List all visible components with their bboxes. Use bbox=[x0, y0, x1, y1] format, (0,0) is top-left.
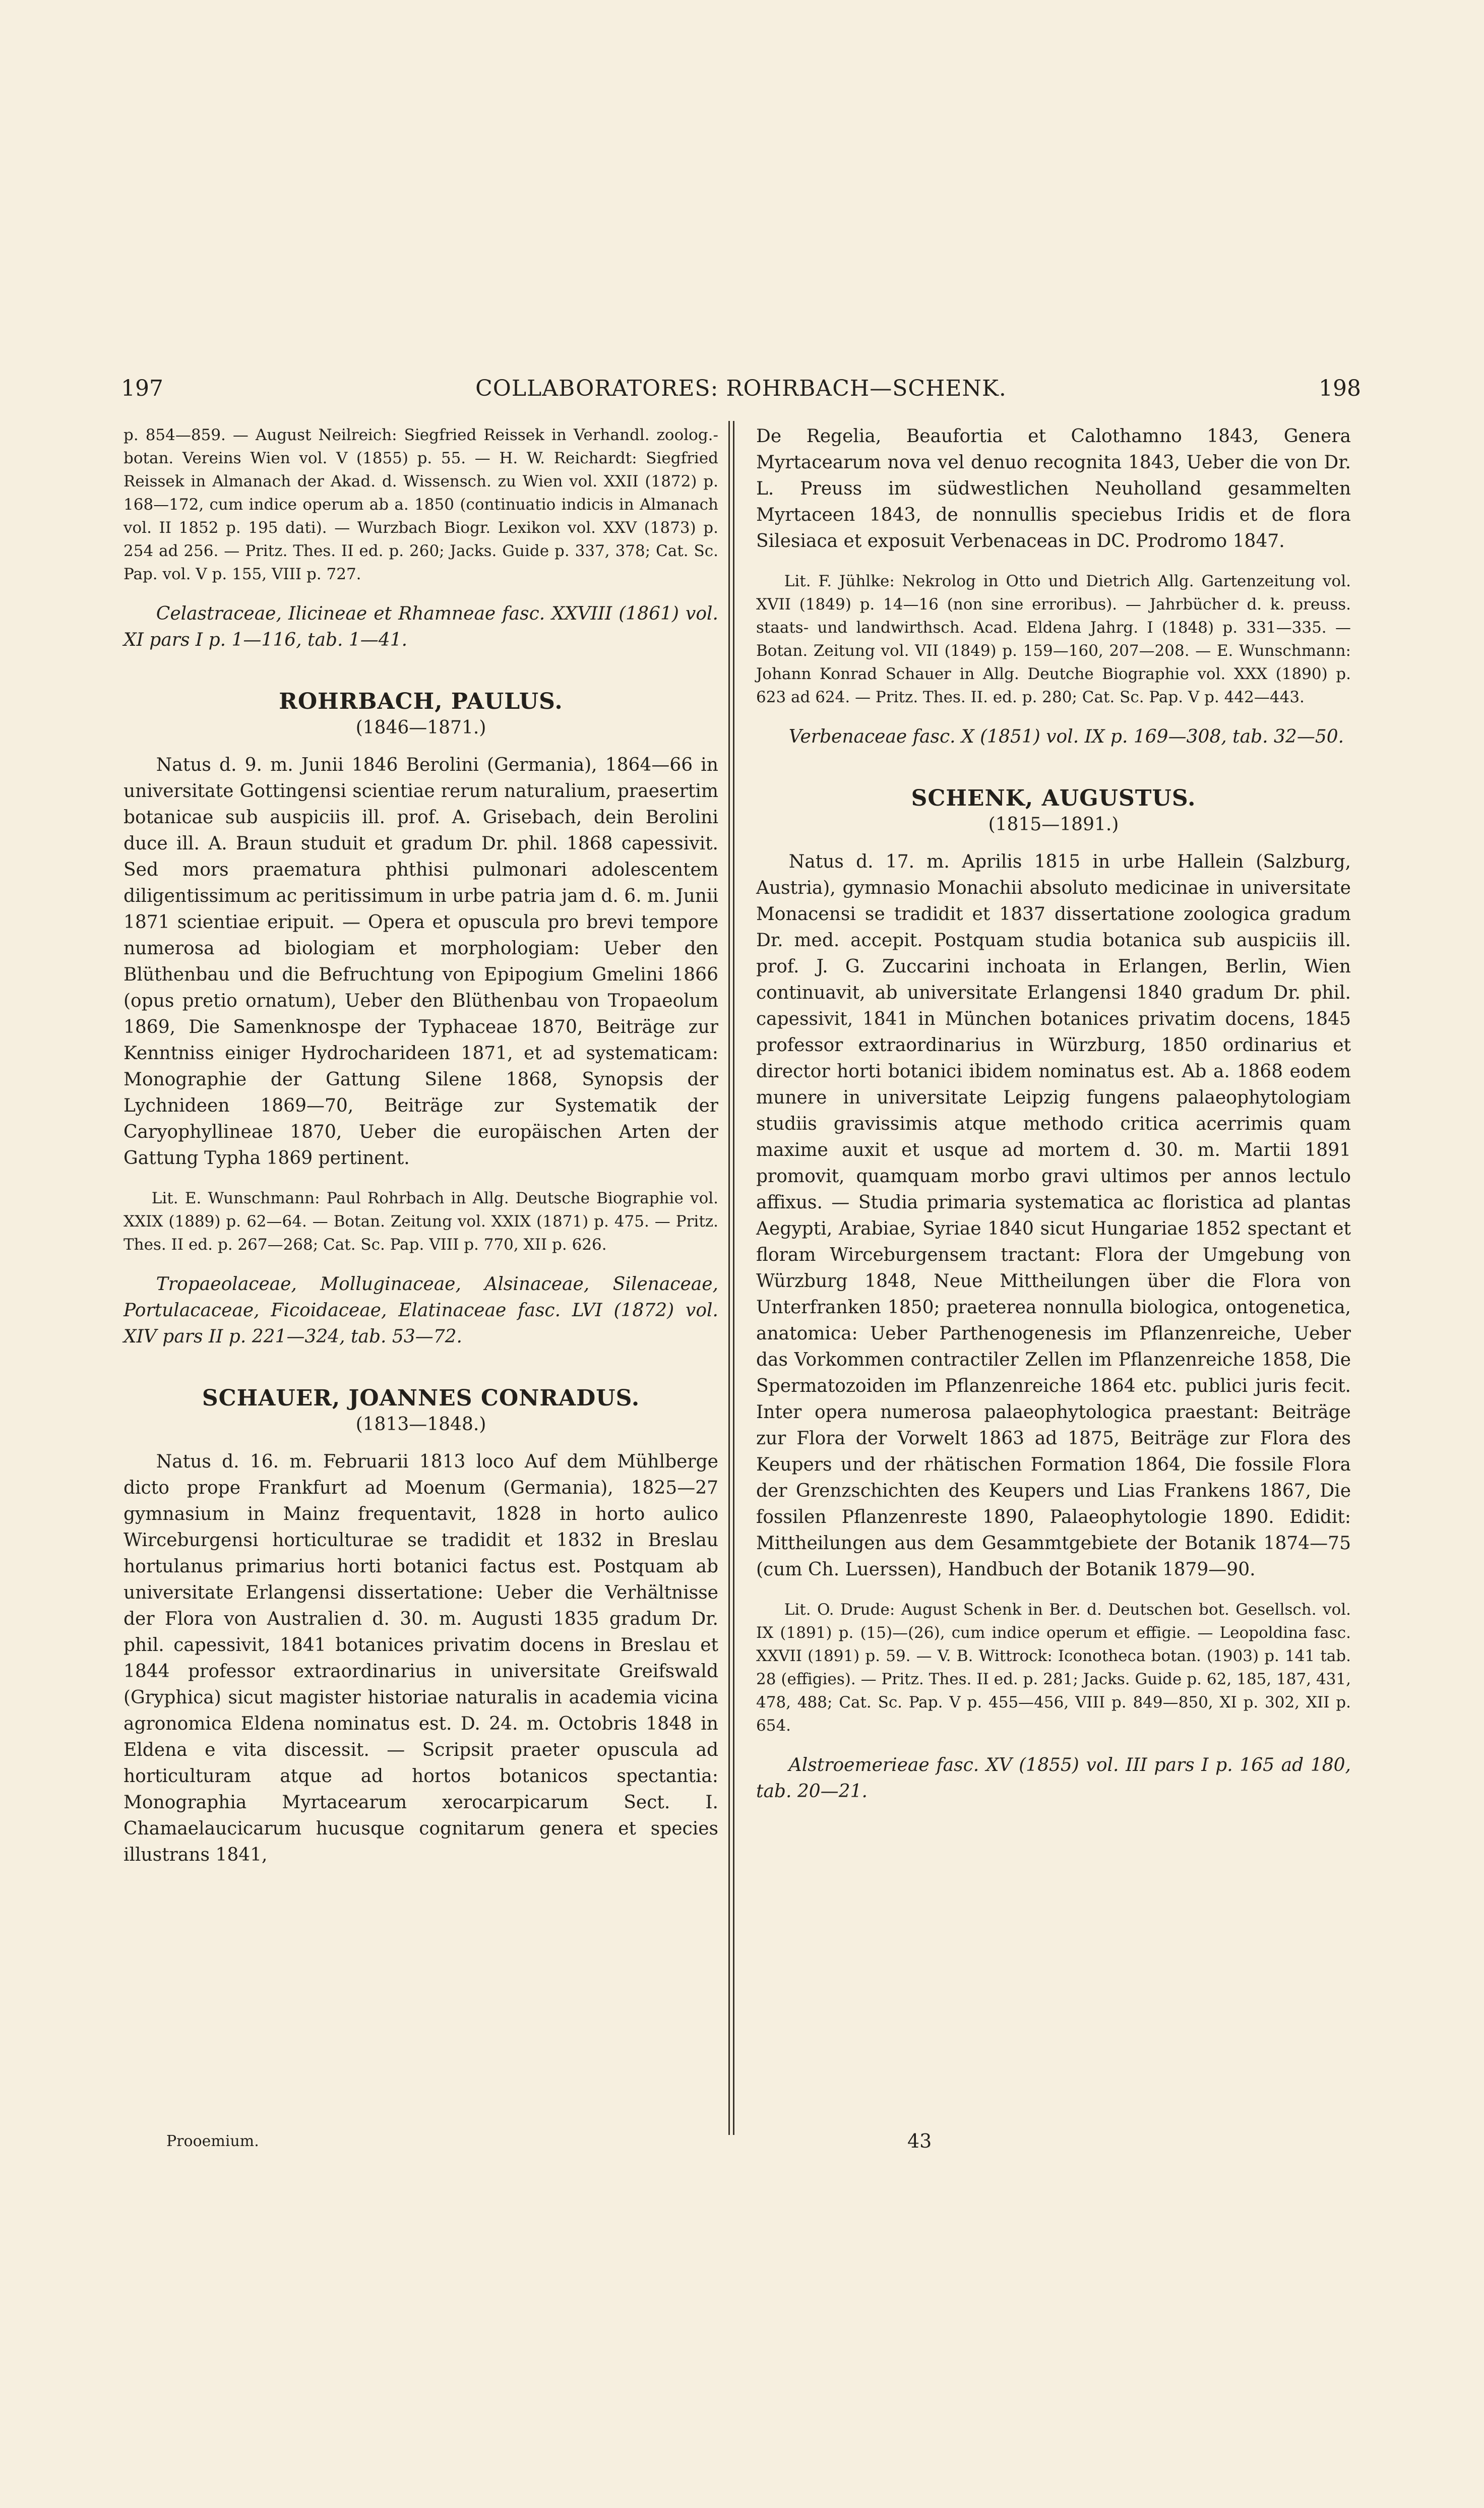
schauer-literature: Lit. F. Jühlke: Nekrolog in Otto und Dietrich Allg. Gartenzeitung vol. XVII (1849) p. 14—16 (non sine erroribus). — Jahrbücher d. k. preuss. staats- und landwirthsch. Acad. Eldena Jahrg. I (1848) p. 331—335. — Botan. Zeitung vol. VII (1849) p. 159—160, 207—208. — E. Wunschmann: Johann Konrad Schauer in Allg. Deutche Biographie vol. XXX (1890) p. 623 ad 624. — Pritz. Thes. II. ed. p. 280; Cat. Sc. Pap. V p. 442—443. bbox=[756, 572, 1351, 706]
schenk-biography: Natus d. 17. m. Aprilis 1815 in urbe Hallein (Salzburg, Austria), gymnasio Monachii absoluto medicinae in universitate Monacensi se tradidit et 1837 dissertatione zoologica gradum Dr. med. accepit. Postquam studia botanica sub auspiciis ill. prof. J. G. Zuccarini inchoata in Erlangen, Berlin, Wien continuavit, ab universitate Erlangensi 1840 gradum Dr. phil. capessivit, 1841 in München botanices privatim docens, 1845 professor extraordinarius in Würzburg, 1850 ordinarius et director horti botanici ibidem nominatus est. Ab a. 1868 eodem munere in universitate Leipzig fungens palaeophytologiam studiis gravissimis atque methodo critica acerrimis quam maxime auxit et usque ad mortem d. 30. m. Martii 1891 promovit, quamquam morbo gravi ultimos per annos lectulo affixus. — Studia primaria systematica ac floristica ad plantas Aegypti, Arabiae, Syriae 1840 sicut Hungariae 1852 spectant et floram Wirceburgensem tractant: Flora der Umgebung von Würzburg 1848, Neue Mittheilungen über die Flora von Unterfranken 1850; praeterea nonnulla biologica, ontogenetica, anatomica: Ueber Parthenogenesis im Pflanzenreiche, Ueber das Vorkommen contractiler Zellen im Pflanzenreiche 1858, Die Spermatozoiden im Pflanzenreiche 1864 etc. publici juris fecit. Inter opera numerosa palaeophytologica praestant: Beiträge zur Flora der Vorwelt 1863 ad 1875, Beiträge zur Flora des Keupers und der rhätischen Formation 1864, Die fossile Flora der Grenzschichten des Keupers und Lias Frankens 1867, Die fossilen Pflanzenreste 1890, Palaeophytologie 1890. Edidit: Mittheilungen aus dem Gesammtgebiete der Botanik 1874—75 (cum Ch. Luerssen), Handbuch der Botanik 1879—90. bbox=[756, 851, 1351, 1580]
page-header bbox=[121, 376, 1361, 406]
reissek-literature: p. 854—859. — August Neilreich: Siegfried Reissek in Verhandl. zoolog.-botan. Vereins Wien vol. V (1855) p. 55. — H. W. Reichardt: Siegfried Reissek in Almanach der Akad. d. Wissensch. zu Wien vol. XXII (1872) p. 168—172, cum indice operum ab a. 1850 (continuatio indicis in Almanach vol. II 1852 p. 195 dati). — Wurzbach Biogr. Lexikon vol. XXV (1873) p. 254 ad 256. — Pritz. Thes. II ed. p. 260; Jacks. Guide p. 337, 378; Cat. Sc. Pap. vol. V p. 155, VIII p. 727. bbox=[123, 426, 718, 583]
left-column bbox=[123, 423, 718, 1868]
rohrbach-literature: Lit. E. Wunschmann: Paul Rohrbach in Allg. Deutsche Biographie vol. XXIX (1889) p. 62—64. — Botan. Zeitung vol. XXIX (1871) p. 475. — Pritz. Thes. II ed. p. 267—268; Cat. Sc. Pap. VIII p. 770, XII p. 626. bbox=[123, 1189, 718, 1254]
rohrbach-flora-reference: Tropaeolaceae, Molluginaceae, Alsinaceae, Silenaceae, Portulacaceae, Ficoidaceae, Elatinaceae fasc. LVI (1872) vol. XIV pars II p. 221—324, tab. 53—72. bbox=[123, 1274, 718, 1347]
schenk-literature: Lit. O. Drude: August Schenk in Ber. d. Deutschen bot. Gesellsch. vol. IX (1891) p. (15)—(26), cum indice operum et effigie. — Leopoldina fasc. XXVII (1891) p. 59. — V. B. Wittrock: Iconotheca botan. (1903) p. 141 tab. 28 (effigies). — Pritz. Thes. II ed. p. 281; Jacks. Guide p. 62, 185, 187, 431, 478, 488; Cat. Sc. Pap. V p. 455—456, VIII p. 849—850, XI p. 302, XII p. 654. bbox=[756, 1601, 1351, 1735]
schenk-years: (1815—1891.) bbox=[988, 814, 1119, 835]
schauer-years: (1813—1848.) bbox=[355, 1414, 486, 1435]
right-column bbox=[756, 423, 1351, 1805]
rohrbach-years: (1846—1871.) bbox=[355, 717, 486, 738]
schauer-biography: Natus d. 16. m. Februarii 1813 loco Auf dem Mühlberge dicto prope Frankfurt ad Moenum (Germania), 1825—27 gymnasium in Mainz frequentavit, 1828 in horto aulico Wirceburgensi horticulturae se tradidit et 1832 in Breslau hortulanus primarius horti botanici factus est. Postquam ab universitate Erlangensi dissertatione: Ueber die Verhältnisse der Flora von Australien d. 30. m. Augusti 1835 gradum Dr. phil. capessivit, 1841 botanices privatim docens in Breslau et 1844 professor extraordinarius in universitate Greifswald (Gryphica) sicut magister historiae naturalis in academia vicina agronomica Eldena nominatus est. D. 24. m. Octobris 1848 in Eldena e vita discessit. — Scripsit praeter opuscula ad horticulturam atque ad hortos botanicos spectantia: Monographia Myrtacearum xerocarpicarum Sect. I. Chamaelaucicarum hucusque cognitarum genera et species illustrans 1841, bbox=[123, 1451, 718, 1865]
footer-section-label: Prooemium. bbox=[166, 2132, 259, 2150]
footer-signature-number: 43 bbox=[907, 2130, 932, 2152]
left-page-number: 197 bbox=[121, 376, 163, 401]
column-divider bbox=[728, 421, 734, 2135]
schenk-flora-reference: Alstroemerieae fasc. XV (1855) vol. III pars I p. 165 ad 180, tab. 20—21. bbox=[756, 1755, 1351, 1802]
schenk-name: SCHENK, AUGUSTUS. bbox=[911, 785, 1196, 811]
rohrbach-biography: Natus d. 9. m. Junii 1846 Berolini (Germania), 1864—66 in universitate Gottingensi scientiae rerum naturalium, praesertim botanicae sub auspiciis ill. prof. A. Grisebach, dein Berolini duce ill. A. Braun studuit et gradum Dr. phil. 1868 capessivit. Sed mors praematura phthisi pulmonari adolescentem diligentissimum ac peritissimum in urbe patria jam d. 6. m. Junii 1871 scientiae eripuit. — Opera et opuscula pro brevi tempore numerosa ad biologiam et morphologiam: Ueber den Blüthenbau und die Befruchtung von Epipogium Gmelini 1866 (opus pretio ornatum), Ueber den Blüthenbau von Tropaeolum 1869, Die Samenknospe der Typhaceae 1870, Beiträge zur Kenntniss einiger Hydrocharideen 1871, et ad systematicam: Monographie der Gattung Silene 1868, Synopsis der Lychnideen 1869—70, Beiträge zur Systematik der Caryophyllineae 1870, Ueber die europäischen Arten der Gattung Typha 1869 pertinent. bbox=[123, 755, 718, 1169]
schauer-flora-reference: Verbenaceae fasc. X (1851) vol. IX p. 169—308, tab. 32—50. bbox=[788, 726, 1344, 747]
reissek-flora-reference: Celastraceae, Ilicineae et Rhamneae fasc. XXVIII (1861) vol. XI pars I p. 1—116, tab. 1—41. bbox=[123, 603, 718, 650]
running-title: COLLABORATORES: ROHRBACH—SCHENK. bbox=[475, 376, 1007, 401]
schauer-name: SCHAUER, JOANNES CONRADUS. bbox=[202, 1385, 640, 1411]
rohrbach-name: ROHRBACH, PAULUS. bbox=[279, 689, 563, 714]
right-page-number: 198 bbox=[1319, 376, 1361, 401]
schauer-biography-continued: De Regelia, Beaufortia et Calothamno 1843, Genera Myrtacearum nova vel denuo recognita 1843, Ueber die von Dr. L. Preuss im südwestlichen Neuholland gesammelten Myrtaceen 1843, de nonnullis speciebus Iridis et de flora Silesiaca et exposuit Verbenaceas in DC. Prodromo 1847. bbox=[756, 426, 1351, 552]
